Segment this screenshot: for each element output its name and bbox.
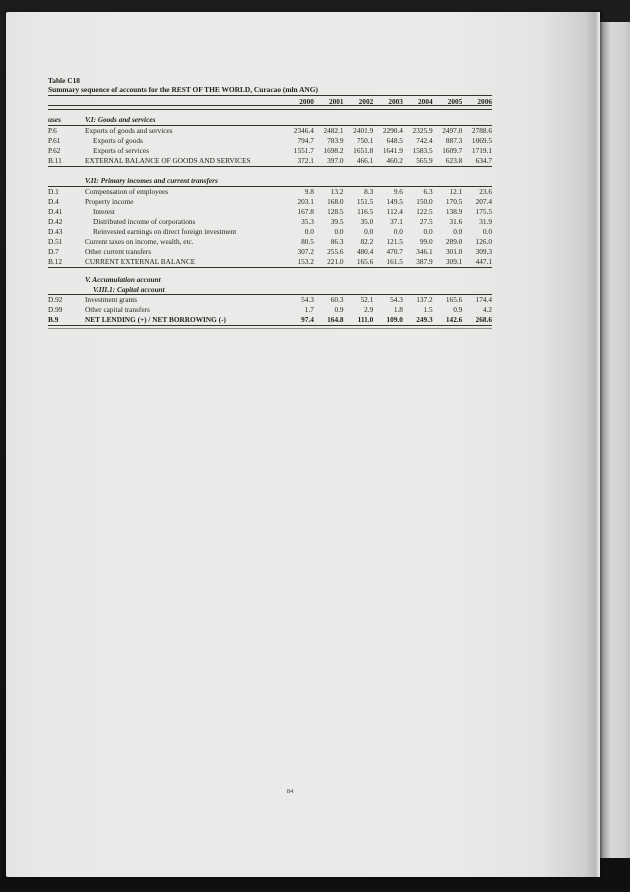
row-value: 13.2 <box>330 187 344 196</box>
row-value: 137.2 <box>416 295 433 305</box>
row-value: 54.3 <box>390 295 403 305</box>
section-header: V.II: Primary incomes and current transfers <box>85 176 218 185</box>
row-label: Current taxes on income, wealth, etc. <box>85 237 194 246</box>
title-rule <box>48 95 492 96</box>
row-code: D.51 <box>48 237 63 246</box>
row-label: Other capital transfers <box>85 305 150 315</box>
row-value: 397.0 <box>327 156 344 165</box>
row-label: Exports of goods and services <box>85 126 173 135</box>
row-value: 138.9 <box>445 207 463 216</box>
year-label: 2003 <box>388 97 403 106</box>
table-row <box>48 257 492 267</box>
row-value: 37.1 <box>390 217 403 226</box>
row-value: 35.0 <box>360 217 374 226</box>
row-code: D.43 <box>48 227 63 236</box>
row-value: 142.6 <box>445 315 463 325</box>
row-value: 86.3 <box>330 237 344 246</box>
year-label: 2006 <box>477 97 492 106</box>
row-value: 153.2 <box>297 257 314 266</box>
row-value: 1651.8 <box>353 146 374 155</box>
next-page-edge <box>598 22 630 858</box>
row-value: 1641.9 <box>382 146 403 155</box>
row-value: 268.6 <box>475 315 492 325</box>
table-row <box>48 315 492 325</box>
table-row <box>48 227 492 237</box>
row-value: 750.1 <box>356 136 374 145</box>
row-value: 203.1 <box>297 197 314 206</box>
row-value: 2497.0 <box>442 126 463 135</box>
year-label: 2005 <box>447 97 463 106</box>
row-value: 0.0 <box>482 227 492 236</box>
row-value: 466.1 <box>356 156 374 165</box>
document-title: Summary sequence of accounts for the REST OF THE WORLD, Curacao (mln ANG) <box>48 84 318 94</box>
row-value: 207.4 <box>475 197 492 206</box>
row-value: 39.5 <box>330 217 344 226</box>
row-code: D.42 <box>48 217 63 226</box>
section-header-row <box>48 285 492 295</box>
row-label: Interest <box>93 207 115 216</box>
row-value: 6.3 <box>423 187 433 196</box>
row-value: 2401.9 <box>353 126 374 135</box>
accounts-table <box>48 97 492 329</box>
row-value: 634.7 <box>475 156 492 165</box>
row-label: NET LENDING (+) / NET BORROWING (-) <box>85 315 226 325</box>
row-value: 82.2 <box>360 237 374 246</box>
row-label: Compensation of employees <box>85 187 169 196</box>
table-row <box>48 207 492 217</box>
row-value: 1719.1 <box>471 146 492 155</box>
table-content <box>48 12 492 329</box>
row-code: B.12 <box>48 257 62 266</box>
section-header-row <box>48 275 492 285</box>
row-value: 167.8 <box>297 207 314 216</box>
row-value: 99.0 <box>419 237 433 246</box>
section-header-row <box>48 115 492 125</box>
row-value: 175.5 <box>475 207 492 216</box>
row-value: 150.0 <box>416 197 433 206</box>
row-label: Exports of goods <box>93 136 143 145</box>
row-label: CURRENT EXTERNAL BALANCE <box>85 257 196 266</box>
table-row <box>48 247 492 257</box>
row-value: 1069.5 <box>471 136 492 145</box>
row-value: 35.3 <box>301 217 314 226</box>
row-value: 648.5 <box>386 136 403 145</box>
row-value: 2325.9 <box>412 126 433 135</box>
row-code: D.92 <box>48 295 63 305</box>
year-label: 2000 <box>299 97 314 106</box>
row-value: 480.4 <box>356 247 374 256</box>
row-code: B.9 <box>48 315 59 325</box>
row-value: 161.5 <box>386 257 403 266</box>
row-value: 111.0 <box>357 315 374 325</box>
row-value: 346.1 <box>416 247 433 256</box>
row-value: 623.8 <box>445 156 463 165</box>
row-value: 52.1 <box>360 295 374 305</box>
row-value: 0.0 <box>334 227 344 236</box>
row-value: 2788.6 <box>471 126 492 135</box>
row-value: 151.5 <box>356 197 374 206</box>
row-value: 2346.4 <box>293 126 314 135</box>
row-value: 12.1 <box>449 187 463 196</box>
row-value: 249.3 <box>416 315 433 325</box>
row-value: 121.5 <box>386 237 403 246</box>
row-value: 0.0 <box>364 227 374 236</box>
row-value: 1551.7 <box>293 146 314 155</box>
row-value: 0.0 <box>453 227 463 236</box>
row-code: B.11 <box>48 156 62 165</box>
row-value: 2482.1 <box>323 126 344 135</box>
row-value: 2290.4 <box>382 126 403 135</box>
row-value: 23.6 <box>479 187 492 196</box>
row-code: P.62 <box>48 146 61 155</box>
row-value: 9.8 <box>304 187 314 196</box>
page-number: 84 <box>286 788 294 795</box>
table-row <box>48 237 492 247</box>
row-value: 4.2 <box>482 305 492 315</box>
table-row <box>48 197 492 207</box>
row-value: 221.0 <box>327 257 344 266</box>
years-header-row <box>48 97 492 105</box>
row-value: 80.5 <box>301 237 314 246</box>
year-label: 2004 <box>418 97 433 106</box>
row-value: 387.9 <box>416 257 433 266</box>
row-value: 289.0 <box>445 237 463 246</box>
row-value: 27.5 <box>419 217 433 226</box>
row-value: 164.8 <box>327 315 344 325</box>
document-page <box>6 12 600 877</box>
row-label: Reinvested earnings on direct foreign investment <box>93 227 237 236</box>
section-header: V. Accumulation account <box>85 275 161 284</box>
row-code: D.1 <box>48 187 59 196</box>
section-gap <box>48 167 492 176</box>
row-value: 60.3 <box>330 295 344 305</box>
row-value: 149.5 <box>386 197 403 206</box>
row-value: 112.4 <box>386 207 403 216</box>
table-row <box>48 146 492 156</box>
row-value: 126.0 <box>475 237 492 246</box>
table-row <box>48 217 492 227</box>
row-value: 460.2 <box>386 156 403 165</box>
row-value: 170.5 <box>445 197 463 206</box>
row-code: D.7 <box>48 247 59 256</box>
row-value: 1.8 <box>393 305 403 315</box>
row-value: 307.2 <box>297 247 314 256</box>
row-value: 54.3 <box>301 295 314 305</box>
row-code: D.4 <box>48 197 59 206</box>
row-value: 309.3 <box>475 247 492 256</box>
table-row <box>48 295 492 305</box>
row-value: 1.7 <box>304 305 314 315</box>
row-value: 109.0 <box>386 315 403 325</box>
row-value: 31.9 <box>479 217 492 226</box>
section-header-row <box>48 176 492 186</box>
row-value: 97.4 <box>301 315 314 325</box>
uses-column-label: uses <box>48 115 61 124</box>
row-value: 165.6 <box>356 257 374 266</box>
table-row <box>48 126 492 136</box>
row-value: 0.9 <box>453 305 463 315</box>
row-code: D.41 <box>48 207 63 216</box>
row-value: 0.0 <box>304 227 314 236</box>
row-label: Property income <box>85 197 134 206</box>
row-value: 116.5 <box>357 207 374 216</box>
row-value: 1698.2 <box>323 146 344 155</box>
section-end-rule <box>48 325 492 326</box>
row-value: 165.6 <box>445 295 463 305</box>
row-value: 470.7 <box>386 247 403 256</box>
row-value: 2.9 <box>364 305 374 315</box>
year-label: 2001 <box>328 97 344 106</box>
row-code: P.61 <box>48 136 61 145</box>
row-value: 309.1 <box>445 257 463 266</box>
row-value: 447.1 <box>475 257 492 266</box>
row-code: D.99 <box>48 305 63 315</box>
row-value: 255.6 <box>327 247 344 256</box>
row-value: 128.5 <box>327 207 344 216</box>
row-value: 565.9 <box>416 156 433 165</box>
row-value: 0.9 <box>334 305 344 315</box>
section-gap <box>48 268 492 275</box>
row-value: 1.5 <box>423 305 433 315</box>
section-header: V.I: Goods and services <box>85 115 156 124</box>
table-row <box>48 156 492 166</box>
row-value: 794.7 <box>297 136 314 145</box>
year-label: 2002 <box>358 97 374 106</box>
row-value: 887.3 <box>445 136 463 145</box>
row-value: 0.0 <box>393 227 403 236</box>
row-value: 168.0 <box>327 197 344 206</box>
table-row <box>48 187 492 197</box>
section-header: V.III.1: Capital account <box>93 284 165 294</box>
row-value: 1609.7 <box>442 146 463 155</box>
row-code: P.6 <box>48 126 57 135</box>
table-row <box>48 305 492 315</box>
row-value: 174.4 <box>475 295 492 305</box>
row-value: 122.5 <box>416 207 433 216</box>
row-value: 742.4 <box>416 136 433 145</box>
table-row <box>48 136 492 146</box>
row-value: 1583.5 <box>412 146 433 155</box>
row-label: Investment grants <box>85 295 138 305</box>
section-end-rule-2 <box>48 328 492 329</box>
row-value: 9.6 <box>393 187 403 196</box>
row-value: 31.6 <box>449 217 463 226</box>
row-value: 372.1 <box>297 156 314 165</box>
table-label: Table C18 <box>48 76 80 85</box>
row-label: Distributed income of corporations <box>93 217 196 226</box>
row-label: EXTERNAL BALANCE OF GOODS AND SERVICES <box>85 156 251 165</box>
row-value: 783.9 <box>327 136 344 145</box>
row-value: 301.0 <box>445 247 463 256</box>
row-value: 8.3 <box>364 187 374 196</box>
row-label: Other current transfers <box>85 247 152 256</box>
row-label: Exports of services <box>93 146 149 155</box>
row-value: 0.0 <box>423 227 433 236</box>
